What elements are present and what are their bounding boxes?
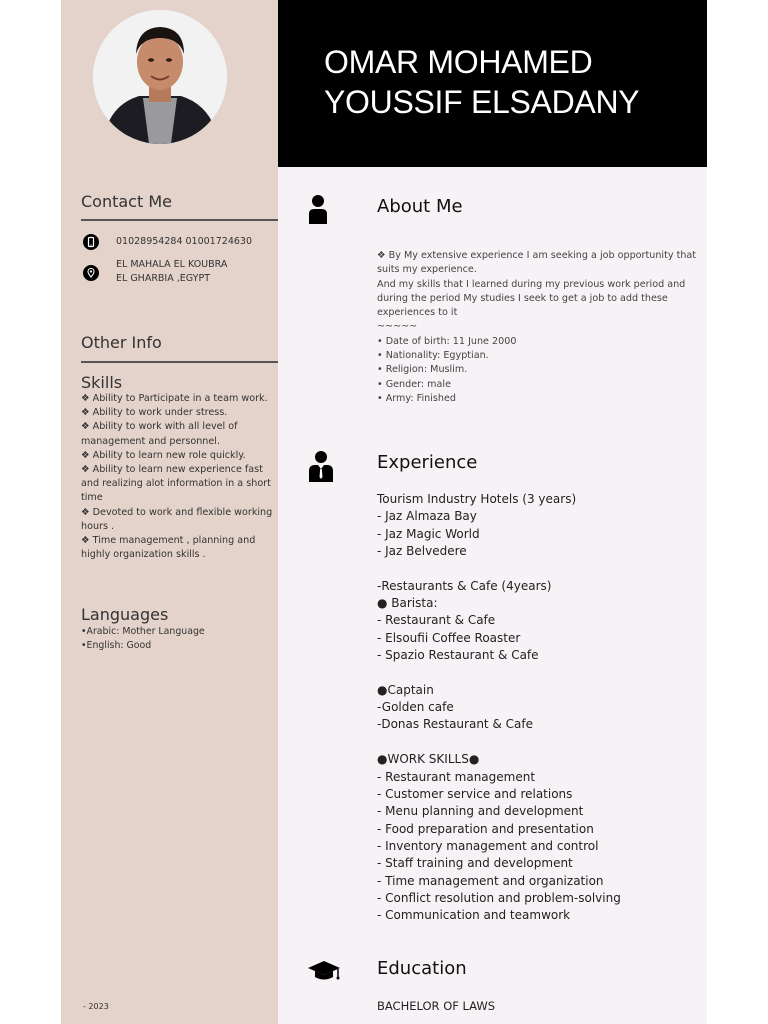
experience-line: - Staff training and development [377,856,573,871]
experience-line: - Conflict resolution and problem-solving [377,890,621,905]
experience-line: ●Captain [377,682,434,697]
profile-photo-image [93,10,227,144]
experience-line: - Jaz Almaza Bay [377,509,477,524]
about-text [377,249,699,406]
experience-line: - Customer service and relations [377,786,573,801]
other-info-divider [81,361,278,363]
resume-page [61,0,707,1024]
about-line: • Gender: male [377,378,451,390]
language-item: •Arabic: Mother Language [81,626,205,637]
experience-line [377,560,697,577]
skill-item: ❖ Ability to work with all level of management and personnel. [81,421,238,447]
contact-divider [81,219,278,221]
name-header [278,0,707,167]
experience-line: -Restaurants & Cafe (4years) [377,578,552,593]
experience-line: - Time management and organization [377,873,604,888]
languages-heading: Languages [81,605,169,624]
phone-numbers: 01028954284 01001724630 [116,236,252,247]
experience-line: ● Barista: [377,596,438,611]
about-title: About Me [377,196,463,217]
experience-line [377,664,697,681]
phone-icon [83,234,99,250]
graduation-cap-icon [307,960,341,986]
about-line: • Army: Finished [377,392,456,404]
name-line-1: OMAR MOHAMED [324,44,593,80]
skill-item: ❖ Ability to learn new experience fast and realizing alot information in a short time [81,464,271,504]
full-name [324,42,639,122]
experience-line: - Elsoufii Coffee Roaster [377,630,521,645]
experience-line [377,734,697,751]
skills-list [81,392,276,562]
about-line: ~~~~~ [377,321,418,333]
skill-item: ❖ Ability to learn new role quickly. [81,449,246,461]
experience-line: -Golden cafe [377,700,454,715]
language-item: •English: Good [81,640,152,652]
location-pin-icon [83,265,99,281]
skill-item: ❖ Time management , planning and highly organization skills . [81,535,256,561]
experience-line: - Restaurant & Cafe [377,613,496,628]
sidebar [61,0,278,1024]
experience-line: -Donas Restaurant & Cafe [377,717,533,732]
about-line: And my skills that I learned during my previous work period and during the period My studies I seek to get a job to add these experiences to it [377,278,686,319]
profile-photo [93,10,227,144]
experience-line: - Menu planning and development [377,804,584,819]
about-line: • Nationality: Egyptian. [377,350,489,362]
skill-item: ❖ Ability to Participate in a team work. [81,393,268,404]
experience-line: Tourism Industry Hotels (3 years) [377,492,577,506]
about-line: ❖ By My extensive experience I am seeking a job opportunity that suits my experience. [377,250,697,276]
about-line: • Religion: Muslim. [377,364,468,376]
experience-list [377,491,697,925]
about-line: • Date of birth: 11 June 2000 [377,335,517,347]
businessman-icon [308,450,334,486]
name-line-2: YOUSSIF ELSADANY [324,84,640,120]
other-info-heading: Other Info [81,333,162,352]
skill-item: ❖ Ability to work under stress. [81,407,228,419]
skills-heading: Skills [81,373,123,392]
person-icon [308,194,328,228]
languages-list [81,625,276,653]
education-year: - 2023 [83,1002,109,1011]
experience-line: - Communication and teamwork [377,908,571,923]
education-degree: BACHELOR OF LAWS [377,999,496,1013]
experience-line: ●WORK SKILLS● [377,752,480,767]
education-title: Education [377,958,467,979]
contact-heading: Contact Me [81,192,172,211]
address-line-2: EL GHARBIA ,EGYPT [116,273,211,284]
experience-line: - Restaurant management [377,769,536,784]
experience-title: Experience [377,452,478,473]
experience-line: - Food preparation and presentation [377,821,594,836]
experience-line: - Jaz Magic World [377,526,480,541]
experience-line: - Inventory management and control [377,838,599,853]
skill-item: ❖ Devoted to work and flexible working hours . [81,506,273,532]
address-line-1: EL MAHALA EL KOUBRA [116,259,228,270]
experience-line: - Spazio Restaurant & Cafe [377,648,539,663]
experience-line: - Jaz Belvedere [377,544,467,559]
